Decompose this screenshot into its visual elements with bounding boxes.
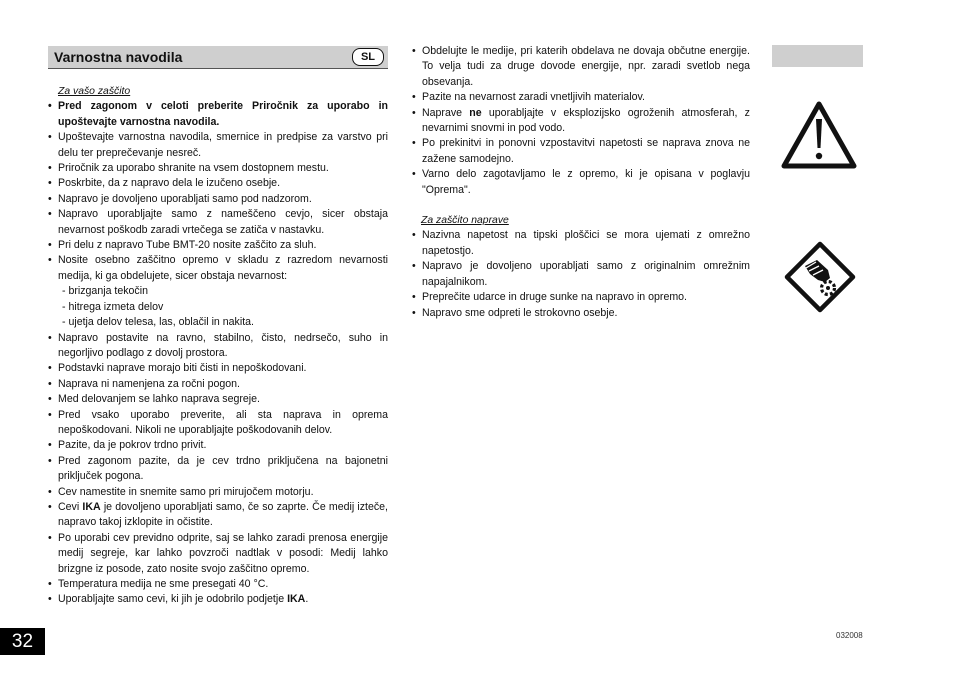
document-code: 032008 bbox=[836, 631, 863, 640]
sub-list-item: - hitrega izmeta delov bbox=[62, 300, 164, 313]
list-item: • Napravo postavite na ravno, stabilno, čisto, nedrsečo, suho in negorljivo podlago z dovolj prostora. bbox=[48, 331, 388, 362]
list-item: • Napravo uporabljajte samo z nameščeno cevjo, sicer obstaja nevarnost poškodb zaradi vrtečega se zatiča v nastavku. bbox=[48, 207, 388, 238]
subheading-device-protection: Za zaščito naprave bbox=[421, 215, 509, 227]
list-item: • Po uporabi cev previdno odprite, saj se lahko zaradi prenosa energije medij segreje, kar lahko povzroči nadtlak v posodi: Medij lahko brizgne iz posode, zato nosite svojo zaščitno opremo. bbox=[48, 531, 388, 577]
list-item-text: Naprave bbox=[422, 106, 463, 119]
list-item-text: . bbox=[305, 593, 309, 606]
list-item: • Podstavki naprave morajo biti čisti in nepoškodovani. bbox=[48, 361, 388, 376]
list-item: • Med delovanjem se lahko naprava segreje. bbox=[48, 392, 388, 407]
list-item-text: Uporabljajte samo cevi, ki jih je odobrilo podjetje bbox=[58, 593, 285, 606]
section-title: Varnostna navodila bbox=[54, 49, 183, 65]
sub-list-item: - ujetja delov telesa, las, oblačil in nakita. bbox=[62, 316, 254, 329]
list-item: • Pred zagonom pazite, da je cev trdno priključena na bajonetni priključek pogona. bbox=[48, 454, 388, 485]
list-item-text: uporabljajte v eksplozijsko ogroženih atmosferah, z nevarnimi snovmi in pod vodo. bbox=[422, 106, 750, 135]
list-item: • Priročnik za uporabo shranite na vsem dostopnem mestu. bbox=[48, 161, 388, 176]
emphasis-text: ne bbox=[469, 106, 482, 119]
list-item: • Poskrbite, da z napravo dela le izučeno osebje. bbox=[48, 176, 388, 191]
list-item bbox=[48, 592, 388, 607]
list-item: • Temperatura medija ne sme presegati 40 °C. bbox=[48, 577, 388, 592]
list-item: • Cev namestite in snemite samo pri mirujočem motorju. bbox=[48, 485, 388, 500]
section-header-bar bbox=[48, 46, 388, 69]
right-header-bar bbox=[772, 45, 863, 67]
list-item: • Preprečite udarce in druge sunke na napravo in opremo. bbox=[412, 290, 750, 305]
list-item: • Pred zagonom v celoti preberite Priročnik za uporabo in upoštevajte varnostna navodila. bbox=[48, 99, 388, 130]
list-item: • Pazite, da je pokrov trdno privit. bbox=[48, 438, 388, 453]
warning-triangle-icon bbox=[781, 101, 857, 169]
language-badge: SL bbox=[352, 48, 384, 66]
list-item bbox=[48, 500, 388, 531]
list-item: • Nazivna napetost na tipski ploščici se mora ujemati z omrežno napetostjo. bbox=[412, 228, 750, 259]
list-item-text: je dovoljeno uporabljati samo, če so zaprte. Če medij izteče, napravo takoj izklopite in očistite. bbox=[58, 500, 388, 529]
subheading-protection: Za vašo zaščito bbox=[58, 86, 131, 97]
page-number: 32 bbox=[0, 628, 45, 655]
list-item: • Obdelujte le medije, pri katerih obdelava ne dovaja občutne energije. To velja tudi za druge dovode energije, npr. zaradi svetlob nega obsevanja. bbox=[412, 44, 750, 90]
list-item: • Upoštevajte varnostna navodila, smernice in predpise za varstvo pri delu ter preprečevanje nesreč. bbox=[48, 130, 388, 161]
list-item: • Pri delu z napravo Tube BMT-20 nosite zaščito za sluh. bbox=[48, 238, 388, 253]
list-item: • Napravo sme odpreti le strokovno osebje. bbox=[412, 306, 750, 321]
brand-name: IKA bbox=[82, 500, 101, 513]
sub-list-item: - brizganja tekočin bbox=[62, 285, 148, 298]
list-item-text: Cevi bbox=[58, 500, 80, 513]
list-item: • Napravo je dovoljeno uporabljati samo z originalnim omrežnim napajalnikom. bbox=[412, 259, 750, 290]
left-column bbox=[48, 84, 388, 608]
brand-name: IKA bbox=[287, 593, 306, 606]
list-item: • Napravo je dovoljeno uporabljati samo pod nadzorom. bbox=[48, 192, 388, 207]
list-item: • Varno delo zagotavljamo le z opremo, ki je opisana v poglavju "Oprema". bbox=[412, 167, 750, 198]
right-column bbox=[412, 44, 750, 321]
list-item: • Nosite osebno zaščitno opremo v skladu z razredom nevarnosti medija, ki ga obdelujete, sicer obstaja nevarnost: bbox=[48, 253, 388, 284]
hand-crush-hazard-icon bbox=[783, 240, 857, 314]
list-item bbox=[412, 106, 750, 137]
list-item: • Naprava ni namenjena za ročni pogon. bbox=[48, 377, 388, 392]
list-item: • Pazite na nevarnost zaradi vnetljivih materialov. bbox=[412, 90, 750, 105]
list-item: • Po prekinitvi in ponovni vzpostavitvi napetosti se naprava znova ne zažene samodejno. bbox=[412, 136, 750, 167]
list-item: • Pred vsako uporabo preverite, ali sta naprava in oprema nepoškodovani. Nikoli ne uporabljajte poškodovanih delov. bbox=[48, 408, 388, 439]
